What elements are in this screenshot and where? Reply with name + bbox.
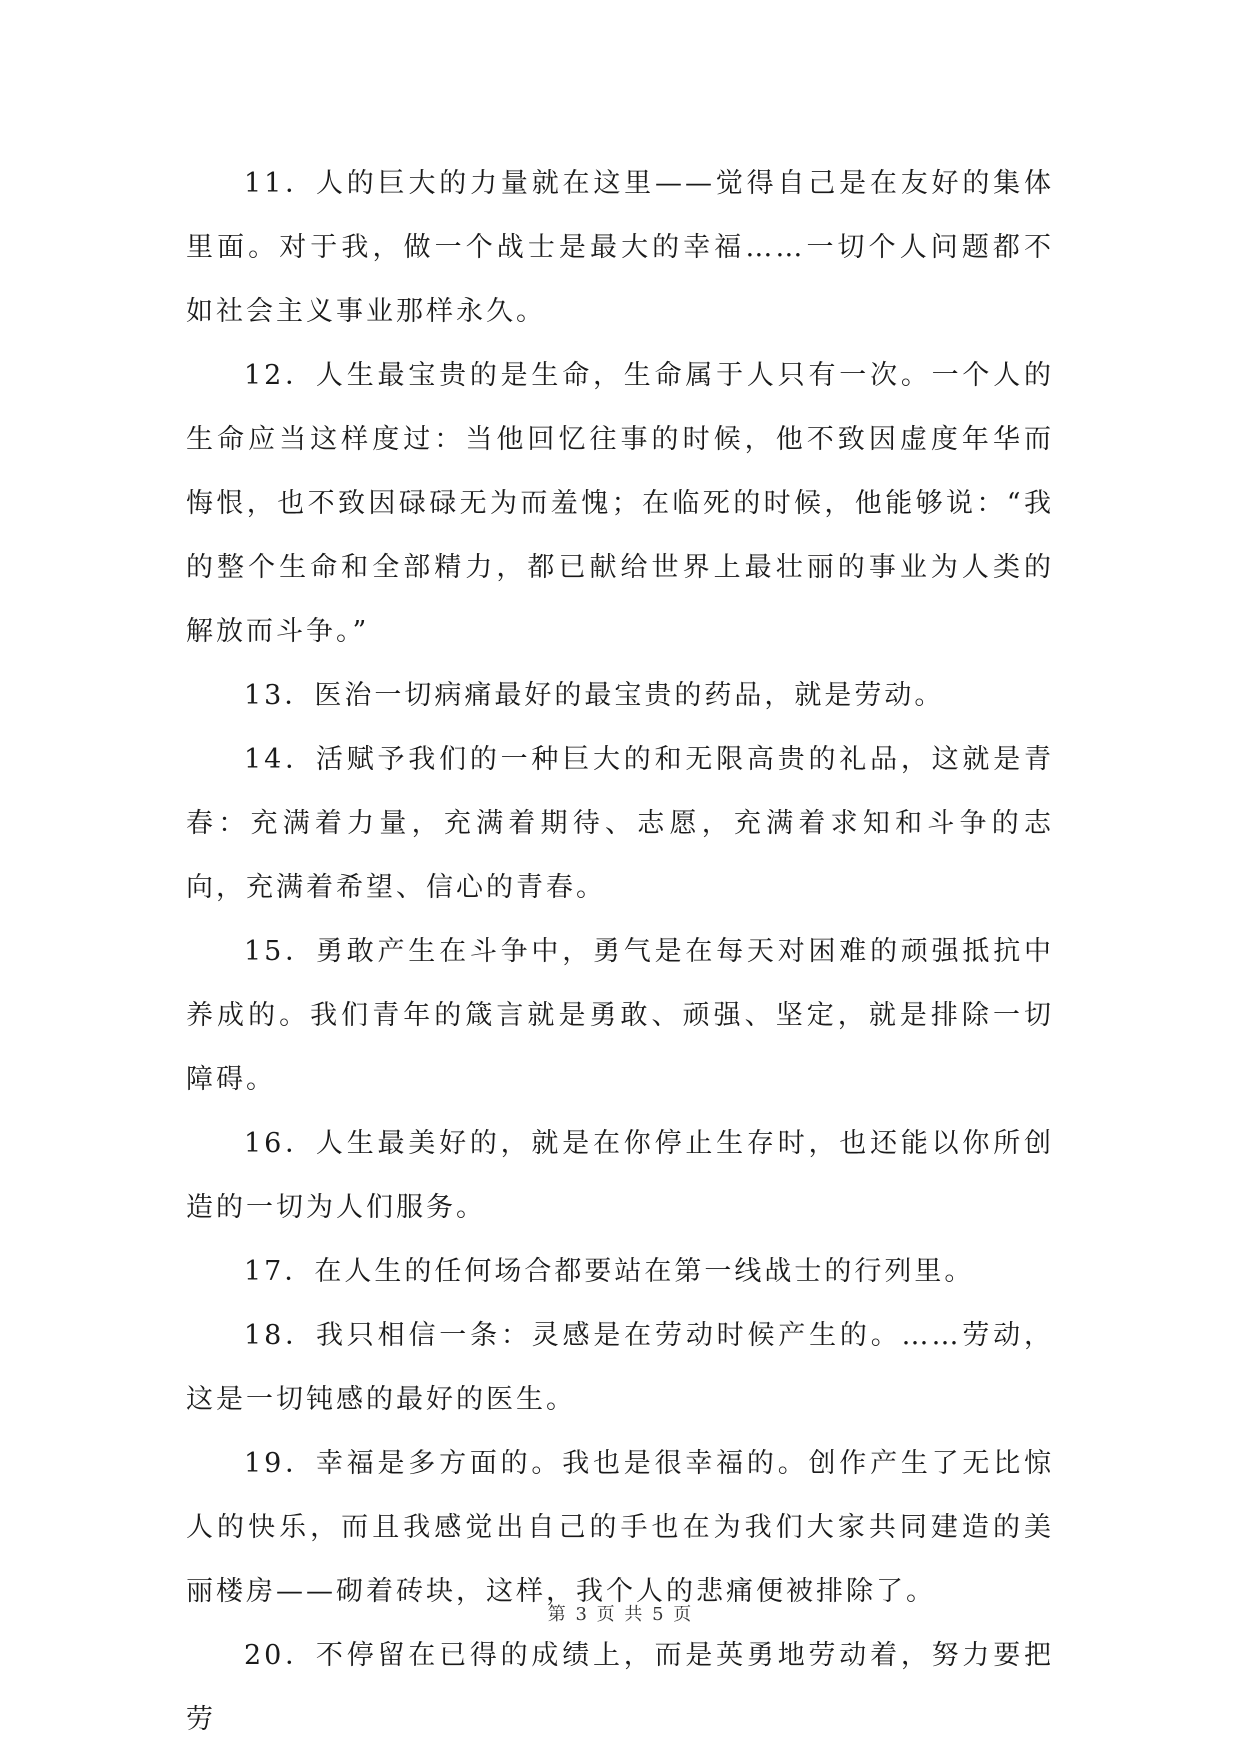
quote-item-12: 12．人生最宝贵的是生命，生命属于人只有一次。一个人的生命应当这样度过：当他回忆往事的时候，他不致因虚度年华而悔恨，也不致因碌碌无为而羞愧；在临死的时候，他能够说：“我的整个生命和全部精力，都已献给世界上最壮丽的事业为人类的解放而斗争。”: [186, 360, 1054, 647]
page-number-label: 第 3 页 共 5 页: [547, 1604, 694, 1625]
page-footer: [0, 1600, 1241, 1626]
quote-item-16: 16．人生最美好的，就是在你停止生存时，也还能以你所创造的一切为人们服务。: [186, 1128, 1054, 1223]
quote-item-19: 19．幸福是多方面的。我也是很幸福的。创作产生了无比惊人的快乐，而且我感觉出自己的手也在为我们大家共同建造的美丽楼房——砌着砖块，这样，我个人的悲痛便被排除了。: [186, 1448, 1054, 1607]
quote-item-18: 18．我只相信一条：灵感是在劳动时候产生的。……劳动，这是一切钝感的最好的医生。: [186, 1320, 1054, 1415]
quote-item-15: 15．勇敢产生在斗争中，勇气是在每天对困难的顽强抵抗中养成的。我们青年的箴言就是勇敢、顽强、坚定，就是排除一切障碍。: [186, 936, 1054, 1095]
quote-item-17: 17．在人生的任何场合都要站在第一线战士的行列里。: [244, 1256, 975, 1287]
quote-item-14: 14．活赋予我们的一种巨大的和无限高贵的礼品，这就是青春：充满着力量，充满着期待、志愿，充满着求知和斗争的志向，充满着希望、信心的青春。: [186, 744, 1054, 903]
quote-item-20: 20．不停留在已得的成绩上，而是英勇地劳动着，努力要把劳: [186, 1640, 1054, 1735]
document-body: [186, 152, 1054, 1752]
quote-item-13: 13．医治一切病痛最好的最宝贵的药品，就是劳动。: [244, 680, 945, 711]
quote-item-11: 11．人的巨大的力量就在这里——觉得自己是在友好的集体里面。对于我，做一个战士是最大的幸福……一切个人问题都不如社会主义事业那样永久。: [186, 168, 1054, 327]
